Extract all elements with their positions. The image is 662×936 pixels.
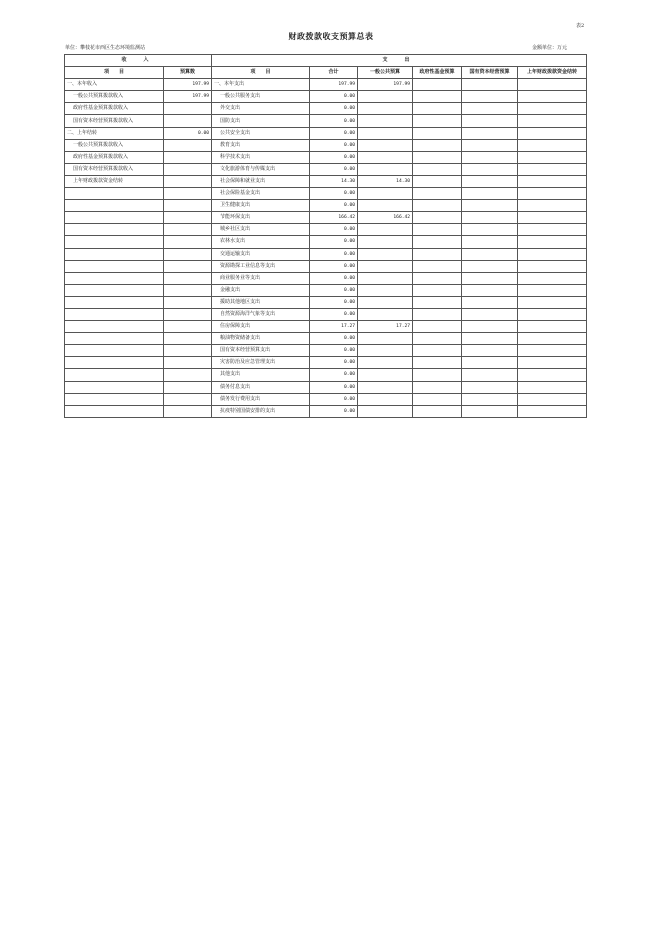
table-row <box>65 284 587 296</box>
table-row <box>65 405 587 417</box>
general-budget-cell <box>358 139 413 151</box>
gov-fund-cell <box>413 345 462 357</box>
general-budget-cell <box>358 345 413 357</box>
general-budget-cell <box>358 393 413 405</box>
general-budget-cell <box>358 284 413 296</box>
income-item-cell <box>65 272 164 284</box>
income-item-cell: 一、本年收入 <box>65 79 164 91</box>
total-cell: 0.00 <box>310 248 358 260</box>
carryover-cell <box>518 357 587 369</box>
gov-fund-cell <box>413 393 462 405</box>
expense-item-cell: 科学技术支出 <box>212 151 310 163</box>
carryover-cell <box>518 296 587 308</box>
general-budget-cell: 17.27 <box>358 321 413 333</box>
expense-item-cell: 一、本年支出 <box>212 79 310 91</box>
state-capital-cell <box>462 405 518 417</box>
expense-item-cell: 农林水支出 <box>212 236 310 248</box>
income-amount-cell <box>164 151 212 163</box>
income-item-cell <box>65 369 164 381</box>
carryover-cell <box>518 236 587 248</box>
expense-item-cell: 社会保障和就业支出 <box>212 175 310 187</box>
table-row <box>65 163 587 175</box>
expense-item-cell: 交通运输支出 <box>212 248 310 260</box>
state-capital-cell <box>462 139 518 151</box>
gov-fund-cell <box>413 224 462 236</box>
income-amount-cell <box>164 333 212 345</box>
expense-item-cell: 抗疫特别国债安排的支出 <box>212 405 310 417</box>
income-item-cell <box>65 260 164 272</box>
carryover-cell <box>518 393 587 405</box>
general-budget-cell <box>358 188 413 200</box>
total-cell: 0.00 <box>310 308 358 320</box>
total-cell: 0.00 <box>310 272 358 284</box>
gov-fund-cell <box>413 321 462 333</box>
expense-item-cell: 文化旅游体育与传媒支出 <box>212 163 310 175</box>
total-cell: 0.00 <box>310 284 358 296</box>
state-capital-cell <box>462 91 518 103</box>
table-row <box>65 91 587 103</box>
unit-label: 单位：攀枝花市西区生态环境监测站 <box>65 45 146 51</box>
total-cell: 0.00 <box>310 163 358 175</box>
gov-fund-cell <box>413 369 462 381</box>
income-amount-cell: 0.00 <box>164 127 212 139</box>
table-row <box>65 333 587 345</box>
state-capital-cell <box>462 224 518 236</box>
expense-item-cell: 国防支出 <box>212 115 310 127</box>
income-item-cell: 上年财政拨款资金结转 <box>65 175 164 187</box>
table-row <box>65 103 587 115</box>
income-item-cell: 二、上年结转 <box>65 127 164 139</box>
state-capital-cell <box>462 163 518 175</box>
table-row <box>65 188 587 200</box>
income-item-cell: 国有资本经营预算拨款收入 <box>65 163 164 175</box>
state-capital-cell <box>462 115 518 127</box>
general-budget-cell <box>358 369 413 381</box>
income-item-cell <box>65 236 164 248</box>
general-budget-cell <box>358 163 413 175</box>
state-capital-cell <box>462 272 518 284</box>
table-row <box>65 321 587 333</box>
carryover-cell <box>518 308 587 320</box>
expense-item-cell: 粮油物资储备支出 <box>212 333 310 345</box>
gov-fund-cell <box>413 357 462 369</box>
general-budget-cell <box>358 236 413 248</box>
total-cell: 0.00 <box>310 224 358 236</box>
expense-header: 支 出 <box>212 55 587 67</box>
carryover-header: 上年财政拨款资金结转 <box>518 67 587 79</box>
carryover-cell <box>518 115 587 127</box>
page-number: 表2 <box>576 23 585 29</box>
total-header: 合计 <box>310 67 358 79</box>
gov-fund-cell <box>413 91 462 103</box>
gov-fund-cell <box>413 236 462 248</box>
gov-fund-cell <box>413 212 462 224</box>
table-row <box>65 236 587 248</box>
general-budget-cell <box>358 115 413 127</box>
expense-item-cell: 自然资源海洋气象等支出 <box>212 308 310 320</box>
carryover-cell <box>518 103 587 115</box>
expense-item-cell: 社会保险基金支出 <box>212 188 310 200</box>
table-row <box>65 393 587 405</box>
table-row <box>65 308 587 320</box>
general-budget-cell <box>358 91 413 103</box>
total-cell: 0.00 <box>310 151 358 163</box>
general-budget-cell <box>358 224 413 236</box>
income-amount-cell <box>164 272 212 284</box>
income-amount-cell: 197.99 <box>164 91 212 103</box>
state-capital-cell <box>462 333 518 345</box>
gov-fund-cell <box>413 405 462 417</box>
carryover-cell <box>518 127 587 139</box>
state-capital-cell <box>462 369 518 381</box>
income-amount-cell <box>164 357 212 369</box>
income-item-cell <box>65 333 164 345</box>
table-row <box>65 115 587 127</box>
income-item-cell <box>65 188 164 200</box>
document-title: 财政拨款收支预算总表 <box>288 32 374 41</box>
income-item-cell <box>65 321 164 333</box>
expense-item-cell: 节能环保支出 <box>212 212 310 224</box>
state-capital-cell <box>462 381 518 393</box>
state-capital-cell <box>462 103 518 115</box>
expense-item-cell: 债务发行费用支出 <box>212 393 310 405</box>
table-row <box>65 296 587 308</box>
income-amount-cell <box>164 175 212 187</box>
general-budget-cell: 166.42 <box>358 212 413 224</box>
income-amount-cell <box>164 103 212 115</box>
total-cell: 166.42 <box>310 212 358 224</box>
table-row <box>65 357 587 369</box>
expense-item-cell: 金融支出 <box>212 284 310 296</box>
carryover-cell <box>518 200 587 212</box>
total-cell: 0.00 <box>310 260 358 272</box>
total-cell: 0.00 <box>310 103 358 115</box>
total-cell: 0.00 <box>310 296 358 308</box>
table-row <box>65 248 587 260</box>
expense-item-cell: 国有资本经营预算支出 <box>212 345 310 357</box>
carryover-cell <box>518 188 587 200</box>
state-capital-cell <box>462 248 518 260</box>
carryover-cell <box>518 345 587 357</box>
gov-fund-cell <box>413 248 462 260</box>
expense-item-cell: 外交支出 <box>212 103 310 115</box>
total-cell: 0.00 <box>310 345 358 357</box>
state-capital-cell <box>462 200 518 212</box>
carryover-cell <box>518 381 587 393</box>
table-row <box>65 151 587 163</box>
total-cell: 0.00 <box>310 200 358 212</box>
total-cell: 0.00 <box>310 381 358 393</box>
amount-unit-label: 金额单位：万元 <box>532 45 568 51</box>
income-amount-cell <box>164 369 212 381</box>
general-budget-cell <box>358 151 413 163</box>
gov-fund-cell <box>413 308 462 320</box>
income-amount-cell <box>164 212 212 224</box>
expense-item-cell: 公共安全支出 <box>212 127 310 139</box>
state-capital-header: 国有资本经营预算 <box>462 67 518 79</box>
state-capital-cell <box>462 127 518 139</box>
income-amount-cell <box>164 296 212 308</box>
expense-item-cell: 灾害防治及应急管理支出 <box>212 357 310 369</box>
state-capital-cell <box>462 357 518 369</box>
income-item-cell: 政府性基金预算拨款收入 <box>65 103 164 115</box>
income-amount-cell <box>164 308 212 320</box>
total-cell: 0.00 <box>310 139 358 151</box>
state-capital-cell <box>462 393 518 405</box>
table-row <box>65 381 587 393</box>
carryover-cell <box>518 224 587 236</box>
table-row <box>65 127 587 139</box>
table-row <box>65 200 587 212</box>
expense-item-cell: 卫生健康支出 <box>212 200 310 212</box>
gov-fund-header: 政府性基金预算 <box>413 67 462 79</box>
total-cell: 14.30 <box>310 175 358 187</box>
general-budget-cell <box>358 381 413 393</box>
carryover-cell <box>518 91 587 103</box>
carryover-cell <box>518 321 587 333</box>
income-amount-cell: 197.99 <box>164 79 212 91</box>
income-amount-cell <box>164 224 212 236</box>
general-budget-cell <box>358 103 413 115</box>
income-item-cell <box>65 405 164 417</box>
general-budget-cell: 14.30 <box>358 175 413 187</box>
expense-item-cell: 其他支出 <box>212 369 310 381</box>
state-capital-cell <box>462 284 518 296</box>
income-item-cell <box>65 296 164 308</box>
income-amount-cell <box>164 393 212 405</box>
gov-fund-cell <box>413 103 462 115</box>
carryover-cell <box>518 139 587 151</box>
gov-fund-cell <box>413 163 462 175</box>
header-column-row <box>65 67 587 79</box>
income-amount-cell <box>164 236 212 248</box>
state-capital-cell <box>462 308 518 320</box>
gov-fund-cell <box>413 272 462 284</box>
state-capital-cell <box>462 296 518 308</box>
state-capital-cell <box>462 188 518 200</box>
income-amount-header: 预算数 <box>164 67 212 79</box>
general-budget-cell <box>358 127 413 139</box>
total-cell: 0.00 <box>310 393 358 405</box>
table-body <box>65 79 587 418</box>
table-row <box>65 369 587 381</box>
income-item-cell: 政府性基金预算拨款收入 <box>65 151 164 163</box>
state-capital-cell <box>462 175 518 187</box>
income-item-cell <box>65 308 164 320</box>
total-cell: 197.99 <box>310 79 358 91</box>
income-item-cell <box>65 212 164 224</box>
state-capital-cell <box>462 260 518 272</box>
table-row <box>65 212 587 224</box>
carryover-cell <box>518 405 587 417</box>
general-budget-cell <box>358 405 413 417</box>
income-item-cell: 国有资本经营预算拨款收入 <box>65 115 164 127</box>
carryover-cell <box>518 212 587 224</box>
income-item-cell <box>65 345 164 357</box>
gov-fund-cell <box>413 200 462 212</box>
expense-item-cell: 一般公共服务支出 <box>212 91 310 103</box>
table-row <box>65 345 587 357</box>
income-amount-cell <box>164 405 212 417</box>
income-amount-cell <box>164 115 212 127</box>
general-budget-cell <box>358 357 413 369</box>
carryover-cell <box>518 369 587 381</box>
expense-item-cell: 教育支出 <box>212 139 310 151</box>
income-item-cell <box>65 393 164 405</box>
expense-item-cell: 债务付息支出 <box>212 381 310 393</box>
gov-fund-cell <box>413 115 462 127</box>
general-budget-cell <box>358 308 413 320</box>
carryover-cell <box>518 333 587 345</box>
carryover-cell <box>518 175 587 187</box>
expense-item-cell: 援助其他地区支出 <box>212 296 310 308</box>
income-amount-cell <box>164 345 212 357</box>
expense-item-cell: 商业服务业等支出 <box>212 272 310 284</box>
expense-item-cell: 住房保障支出 <box>212 321 310 333</box>
header-group-row <box>65 55 587 67</box>
gov-fund-cell <box>413 127 462 139</box>
gov-fund-cell <box>413 260 462 272</box>
income-item-cell <box>65 357 164 369</box>
table-row <box>65 260 587 272</box>
carryover-cell <box>518 163 587 175</box>
total-cell: 0.00 <box>310 127 358 139</box>
budget-summary-table <box>64 54 587 418</box>
gov-fund-cell <box>413 188 462 200</box>
total-cell: 0.00 <box>310 357 358 369</box>
gov-fund-cell <box>413 333 462 345</box>
carryover-cell <box>518 248 587 260</box>
total-cell: 0.00 <box>310 405 358 417</box>
income-item-cell <box>65 381 164 393</box>
gov-fund-cell <box>413 151 462 163</box>
state-capital-cell <box>462 236 518 248</box>
expense-item-cell: 城乡社区支出 <box>212 224 310 236</box>
total-cell: 0.00 <box>310 369 358 381</box>
income-amount-cell <box>164 284 212 296</box>
income-item-cell <box>65 200 164 212</box>
total-cell: 0.00 <box>310 91 358 103</box>
gov-fund-cell <box>413 139 462 151</box>
general-budget-cell <box>358 296 413 308</box>
general-budget-cell <box>358 200 413 212</box>
state-capital-cell <box>462 212 518 224</box>
income-item-cell: 一般公共预算拨款收入 <box>65 91 164 103</box>
gov-fund-cell <box>413 381 462 393</box>
total-cell: 0.00 <box>310 188 358 200</box>
income-amount-cell <box>164 248 212 260</box>
carryover-cell <box>518 79 587 91</box>
general-budget-cell: 197.99 <box>358 79 413 91</box>
carryover-cell <box>518 260 587 272</box>
total-cell: 0.00 <box>310 236 358 248</box>
income-amount-cell <box>164 200 212 212</box>
state-capital-cell <box>462 79 518 91</box>
general-budget-cell <box>358 333 413 345</box>
income-amount-cell <box>164 260 212 272</box>
total-cell: 17.27 <box>310 321 358 333</box>
state-capital-cell <box>462 345 518 357</box>
gov-fund-cell <box>413 79 462 91</box>
state-capital-cell <box>462 321 518 333</box>
table-row <box>65 79 587 91</box>
carryover-cell <box>518 151 587 163</box>
income-amount-cell <box>164 381 212 393</box>
carryover-cell <box>518 272 587 284</box>
total-cell: 0.00 <box>310 115 358 127</box>
expense-item-header: 项 目 <box>212 67 310 79</box>
income-item-cell <box>65 224 164 236</box>
general-budget-cell <box>358 272 413 284</box>
gov-fund-cell <box>413 175 462 187</box>
table-row <box>65 272 587 284</box>
table-row <box>65 224 587 236</box>
table-row <box>65 139 587 151</box>
income-amount-cell <box>164 321 212 333</box>
total-cell: 0.00 <box>310 333 358 345</box>
income-header: 收 入 <box>65 55 212 67</box>
gov-fund-cell <box>413 296 462 308</box>
income-amount-cell <box>164 188 212 200</box>
income-item-cell <box>65 284 164 296</box>
general-budget-cell <box>358 248 413 260</box>
carryover-cell <box>518 284 587 296</box>
general-budget-header: 一般公共预算 <box>358 67 413 79</box>
state-capital-cell <box>462 151 518 163</box>
gov-fund-cell <box>413 284 462 296</box>
income-amount-cell <box>164 163 212 175</box>
income-item-cell: 一般公共预算拨款收入 <box>65 139 164 151</box>
expense-item-cell: 资源勘探工业信息等支出 <box>212 260 310 272</box>
income-item-cell <box>65 248 164 260</box>
table-row <box>65 175 587 187</box>
general-budget-cell <box>358 260 413 272</box>
income-amount-cell <box>164 139 212 151</box>
income-item-header: 项 目 <box>65 67 164 79</box>
